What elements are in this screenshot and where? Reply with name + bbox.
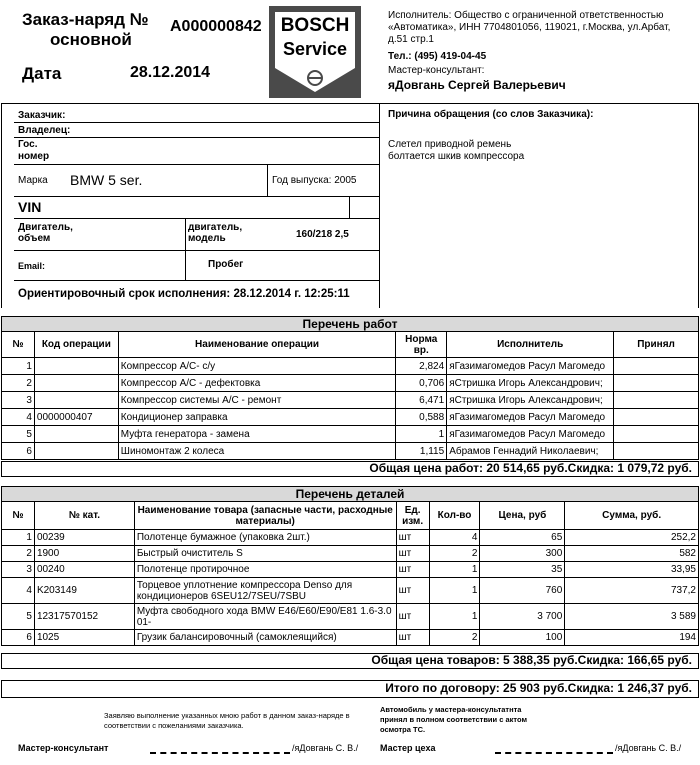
bosch-service-logo: BOSCH Service [269,6,361,98]
parts-header-no: № [2,502,35,530]
sign-right-line [495,752,613,754]
date-value: 28.12.2014 [130,64,211,81]
year-label: Год выпуска: 2005 [272,175,357,186]
table-row: 6 1025 Грузик балансировочный (самоклеящийся) шт 2 100 194 [2,630,699,646]
doc-title-line1: Заказ-наряд № [22,10,149,29]
parts-header-cat: № кат. [34,502,134,530]
doc-title-line2: основной [50,30,132,49]
parts-total: Общая цена товаров: 5 388,35 руб.Скидка: 166,65 руб. [1,653,699,669]
parts-header-sum: Сумма, руб. [565,502,699,530]
table-row: 1 00239 Полотенце бумажное (упаковка 2шт.) шт 4 65 252,2 [2,530,699,546]
table-row: 3 Компрессор системы A/C - ремонт 6,471 яСтришка Игорь Александрович; [2,392,699,409]
works-header-code: Код операции [34,332,118,358]
works-table [1,316,699,460]
works-header-executor: Исполнитель [447,332,614,358]
works-header-accepted: Принял [614,332,699,358]
sign-left-line [150,752,290,754]
reason-label: Причина обращения (со слов Заказчика): [388,109,594,120]
table-row: 6 Шиномонтаж 2 колеса 1,115 Абрамов Геннадий Николаевич; [2,443,699,460]
sign-right-label: Мастер цеха [380,743,436,753]
table-row: 2 1900 Быстрый очиститель S шт 2 300 582 [2,546,699,562]
table-row: 4 0000000407 Кондиционер заправка 0,588 яГазимагомедов Расул Магомедо [2,409,699,426]
deadline: Ориентировочный срок исполнения: 28.12.2014 г. 12:25:11 [18,288,350,300]
number-label: номер [18,151,50,162]
grand-total: Итого по договору: 25 903 руб.Скидка: 1 246,37 руб. [1,680,699,698]
sign-left-label: Мастер-консультант [18,743,109,753]
engine-model-label: двигатель, модель [188,222,243,244]
statement-right: Автомобиль у мастера-консультатнта принял в полном соответствии с актом осмотра ТС. [380,705,528,734]
table-row: 2 Компрессор A/C - дефектовка 0,706 яСтришка Игорь Александрович; [2,375,699,392]
parts-header-price: Цена, руб [480,502,565,530]
master-name: яДовгань Сергей Валерьевич [388,78,566,92]
table-row: 3 00240 Полотенце протирочное шт 1 35 33,95 [2,562,699,578]
mileage-label: Пробег [208,259,244,270]
sign-left-name: /яДовгань С. В./ [292,743,359,753]
engine-model-value: 160/218 2,5 [296,229,349,240]
works-header-norm: Норма вр. [396,332,447,358]
customer-label: Заказчик: [18,110,66,121]
works-header-name: Наименование операции [118,332,395,358]
table-row: 5 12317570152 Муфта свободного хода BMW E46/E60/E90/E81 1.6-3.0 01- шт 1 3 700 3 589 [2,604,699,630]
brand-label: Марка [18,175,48,186]
vin-label: VIN [18,199,42,215]
works-total: Общая цена работ: 20 514,65 руб.Скидка: 1 079,72 руб. [1,461,699,477]
executor-info: Исполнитель: Общество с ограниченной ответственностью «Автоматика», ИНН 7704801056, 119021, г.Москва, ул.Арбат, д.51 стр.1 [388,10,671,45]
parts-table [1,486,699,646]
table-row: 4 K203149 Торцевое уплотнение компрессора Denso для кондиционеров 6SEU12/7SEU/7SBU шт 1 760 737,2 [2,578,699,604]
owner-label: Владелец: [18,125,71,136]
engine-volume-label: Двигатель, объем [18,222,73,244]
works-title: Перечень работ [2,317,699,332]
brand-value: BMW 5 ser. [70,172,143,188]
master-label: Мастер-консультант: [388,65,485,76]
reason-text: Слетел приводной ремень болтается шкив компрессора [388,139,525,162]
parts-header-unit: Ед. изм. [396,502,429,530]
parts-header-name: Наименование товара (запасные части, расходные материалы) [134,502,396,530]
parts-header-qty: Кол-во [429,502,480,530]
works-header-no: № [2,332,35,358]
order-number: A000000842 [170,18,262,35]
statement-left: Заявляю выполнение указанных мною работ в данном заказ-наряде в соответствии с пожеланиями заказчика. [104,711,350,730]
sign-right-name: /яДовгань С. В./ [615,743,682,753]
parts-title: Перечень деталей [2,487,699,502]
table-row: 1 Компрессор A/C- с/у 2,824 яГазимагомедов Расул Магомедо [2,358,699,375]
gov-label: Гос. [18,139,38,150]
table-row: 5 Муфта генератора - замена 1 яГазимагомедов Расул Магомедо [2,426,699,443]
email-label: Email: [18,261,46,271]
date-label: Дата [22,64,62,83]
executor-phone: Тел.: (495) 419-04-45 [388,51,487,62]
